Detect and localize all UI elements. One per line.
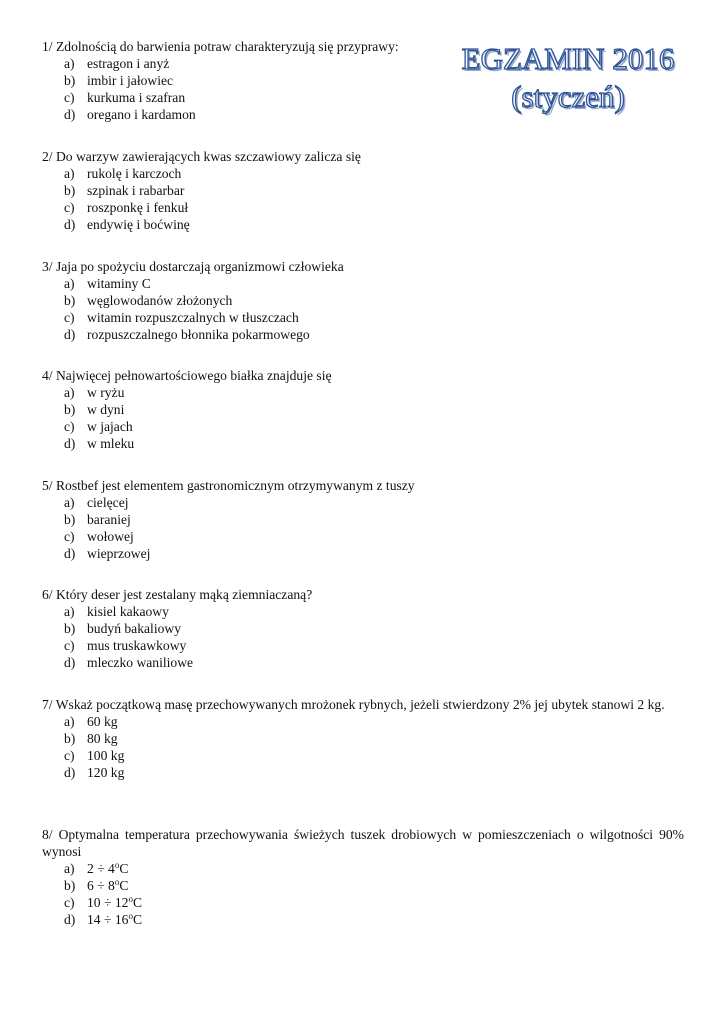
option-2c xyxy=(42,199,684,216)
question-6-stem: 6/ Który deser jest zestalany mąką ziemniaczaną? xyxy=(42,587,313,602)
question-5 xyxy=(42,477,684,562)
question-2-stem: 2/ Do warzyw zawierających kwas szczawiowy zalicza się xyxy=(42,149,361,164)
option-letter: a) xyxy=(64,604,75,619)
option-letter: b) xyxy=(64,293,76,308)
option-text: 6 ÷ 8 xyxy=(87,878,115,893)
option-text: węglowodanów złożonych xyxy=(87,293,233,308)
option-5d xyxy=(42,545,684,562)
option-letter: c) xyxy=(64,310,75,325)
option-letter: b) xyxy=(64,878,76,893)
option-letter: a) xyxy=(64,56,75,71)
option-letter: c) xyxy=(64,638,75,653)
option-text: mleczko waniliowe xyxy=(87,655,194,670)
option-6b xyxy=(42,620,684,637)
temperature-unit: C xyxy=(119,861,129,876)
option-letter: c) xyxy=(64,529,75,544)
option-2b xyxy=(42,182,684,199)
option-letter: a) xyxy=(64,385,75,400)
option-text: w mleku xyxy=(87,436,135,451)
option-1d xyxy=(42,106,684,123)
question-6-options xyxy=(42,603,684,671)
question-8-stem: 8/ Optymalna temperatura przechowywania świeżych tuszek drobiowych w pomieszczeniach o wilgotności 90% wynosi xyxy=(42,827,684,859)
option-letter: a) xyxy=(64,276,75,291)
option-text: w jajach xyxy=(87,419,133,434)
option-8d xyxy=(42,911,684,928)
option-7b xyxy=(42,730,684,747)
option-letter: a) xyxy=(64,714,75,729)
option-text: estragon i anyż xyxy=(87,56,170,71)
option-7c xyxy=(42,747,684,764)
option-6d xyxy=(42,654,684,671)
question-2-options xyxy=(42,165,684,233)
option-letter: d) xyxy=(64,107,76,122)
option-letter: a) xyxy=(64,495,75,510)
option-2a xyxy=(42,165,684,182)
option-4b xyxy=(42,401,684,418)
option-text: kisiel kakaowy xyxy=(87,604,169,619)
option-4d xyxy=(42,435,684,452)
option-letter: d) xyxy=(64,327,76,342)
option-4c xyxy=(42,418,684,435)
option-text: w ryżu xyxy=(87,385,125,400)
question-7 xyxy=(42,696,684,781)
option-8c xyxy=(42,894,684,911)
option-5b xyxy=(42,511,684,528)
temperature-unit: C xyxy=(132,912,143,927)
option-text: 120 kg xyxy=(87,765,125,780)
option-7d xyxy=(42,764,684,781)
option-letter: a) xyxy=(64,166,75,181)
option-text: w dyni xyxy=(87,402,125,417)
option-4a xyxy=(42,384,684,401)
question-4 xyxy=(42,367,684,452)
option-text: 60 kg xyxy=(87,714,118,729)
option-2d xyxy=(42,216,684,233)
option-letter: c) xyxy=(64,90,75,105)
option-letter: c) xyxy=(64,748,75,763)
exam-title-line1: EGZAMIN 2016 xyxy=(461,41,675,76)
option-3c xyxy=(42,309,684,326)
question-2 xyxy=(42,148,684,233)
option-6c xyxy=(42,637,684,654)
option-text: roszponkę i fenkuł xyxy=(87,200,189,215)
question-1 xyxy=(42,38,684,123)
option-1c xyxy=(42,89,684,106)
option-3a xyxy=(42,275,684,292)
option-6a xyxy=(42,603,684,620)
option-text: szpinak i rabarbar xyxy=(87,183,185,198)
option-8a xyxy=(42,860,684,877)
option-letter: c) xyxy=(64,200,75,215)
option-letter: c) xyxy=(64,895,75,910)
option-text: witaminy C xyxy=(87,276,151,291)
question-7-stem: 7/ Wskaż początkową masę przechowywanych mrożonek rybnych, jeżeli stwierdzony 2% jej ubytek stanowi 2 kg. xyxy=(42,697,665,712)
option-letter: c) xyxy=(64,419,75,434)
option-text: witamin rozpuszczalnych w tłuszczach xyxy=(87,310,299,325)
option-text: imbir i jałowiec xyxy=(87,73,174,88)
option-letter: a) xyxy=(64,861,75,876)
option-text: cielęcej xyxy=(87,495,129,510)
question-3-options xyxy=(42,275,684,343)
option-text: 10 ÷ 12 xyxy=(87,895,129,910)
option-letter: d) xyxy=(64,217,76,232)
question-5-stem: 5/ Rostbef jest elementem gastronomicznym otrzymywanym z tuszy xyxy=(42,478,415,493)
option-text: baraniej xyxy=(87,512,131,527)
option-text: rukolę i karczoch xyxy=(87,166,182,181)
option-letter: b) xyxy=(64,183,76,198)
question-7-options xyxy=(42,713,684,781)
option-text: kurkuma i szafran xyxy=(87,90,186,105)
option-text: endywię i boćwinę xyxy=(87,217,190,232)
temperature-unit: C xyxy=(119,878,129,893)
option-letter: b) xyxy=(64,731,76,746)
option-letter: b) xyxy=(64,73,76,88)
option-5c xyxy=(42,528,684,545)
question-5-options xyxy=(42,494,684,562)
option-letter: d) xyxy=(64,546,76,561)
option-letter: d) xyxy=(64,655,76,670)
option-3b xyxy=(42,292,684,309)
question-6 xyxy=(42,586,684,671)
option-1a xyxy=(42,55,684,72)
question-3-stem: 3/ Jaja po spożyciu dostarczają organizmowi człowieka xyxy=(42,259,344,274)
question-1-options xyxy=(42,55,684,123)
option-text: 100 kg xyxy=(87,748,125,763)
option-letter: b) xyxy=(64,402,76,417)
option-text: mus truskawkowy xyxy=(87,638,187,653)
degree-superscript: o xyxy=(128,911,133,921)
option-7a xyxy=(42,713,684,730)
question-3 xyxy=(42,258,684,343)
option-text: rozpuszczalnego błonnika pokarmowego xyxy=(87,327,310,342)
option-letter: d) xyxy=(64,765,76,780)
option-text: budyń bakaliowy xyxy=(87,621,182,636)
option-1b xyxy=(42,72,684,89)
question-8-options xyxy=(42,860,684,928)
question-1-stem: 1/ Zdolnością do barwienia potraw charakteryzują się przyprawy: xyxy=(42,39,399,54)
degree-superscript: o xyxy=(114,860,120,870)
option-letter: d) xyxy=(64,436,76,451)
question-4-options xyxy=(42,384,684,452)
degree-superscript: o xyxy=(114,877,120,887)
question-4-stem: 4/ Najwięcej pełnowartościowego białka znajduje się xyxy=(42,368,332,383)
option-text: wieprzowej xyxy=(87,546,151,561)
exam-title-line2: (styczeń) xyxy=(511,79,625,114)
option-text: 14 ÷ 16 xyxy=(87,912,129,927)
option-text: oregano i kardamon xyxy=(87,107,196,122)
option-letter: b) xyxy=(64,621,76,636)
option-text: wołowej xyxy=(87,529,134,544)
question-8 xyxy=(42,826,684,928)
temperature-unit: C xyxy=(132,895,143,910)
option-8b xyxy=(42,877,684,894)
option-5a xyxy=(42,494,684,511)
option-text: 80 kg xyxy=(87,731,118,746)
option-letter: b) xyxy=(64,512,76,527)
option-text: 2 ÷ 4 xyxy=(87,861,115,876)
degree-superscript: o xyxy=(128,894,133,904)
option-letter: d) xyxy=(64,912,76,927)
option-3d xyxy=(42,326,684,343)
